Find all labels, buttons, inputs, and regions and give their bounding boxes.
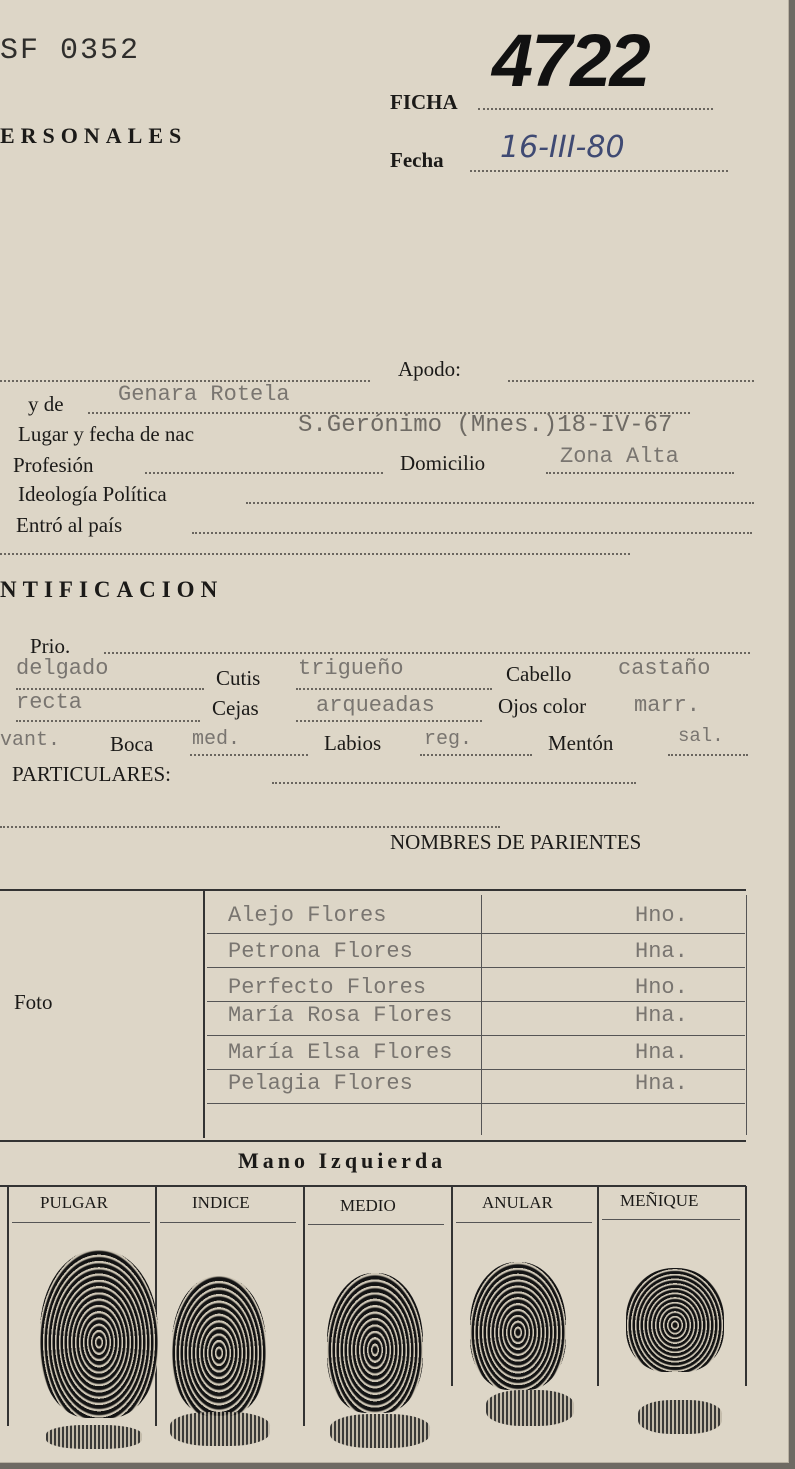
fingerprint-medio-rolled [330, 1414, 430, 1448]
relative-name-2: Petrona Flores [228, 939, 413, 964]
serial-number: SF 0352 [0, 34, 141, 68]
finger-label-pulgar: PULGAR [40, 1193, 109, 1212]
relative-rel-3: Hno. [635, 975, 688, 1000]
fingerprint-indice [172, 1276, 266, 1416]
cabello-value: castaño [618, 656, 711, 681]
relative-name-3: Perfecto Flores [228, 975, 427, 1000]
entro-label: Entró al país [16, 513, 123, 537]
prio-label: Prio. [30, 634, 71, 658]
finger-label-anular: ANULAR [482, 1193, 553, 1212]
relative-name-5: María Elsa Flores [228, 1040, 453, 1065]
boca-label: Boca [110, 732, 154, 756]
relative-name-1: Alejo Flores [228, 903, 387, 928]
relative-rel-2: Hna. [635, 939, 688, 964]
relative-name-4: María Rosa Flores [228, 1003, 453, 1028]
mother-value: Genara Rotela [118, 382, 290, 407]
fecha-value: 16-III-80 [500, 130, 625, 165]
menton-label: Mentón [548, 731, 614, 755]
section-personales-title: ERSONALES [0, 123, 188, 148]
labios-label: Labios [324, 731, 382, 755]
nose-value: recta [16, 690, 83, 715]
finger-label-medio: MEDIO [340, 1196, 396, 1215]
cejas-label: Cejas [212, 696, 259, 720]
birth-value: S.Gerónimo (Mnes.)18-IV-67 [298, 412, 673, 439]
parientes-title: NOMBRES DE PARIENTES [390, 830, 642, 854]
labios-value: reg. [424, 728, 473, 751]
finger-label-indice: INDICE [192, 1193, 250, 1212]
fingerprint-menique-rolled [638, 1400, 722, 1434]
relative-rel-4: Hna. [635, 1003, 688, 1028]
fecha-label: Fecha [390, 148, 444, 172]
fingerprint-indice-rolled [170, 1412, 270, 1446]
ojos-value: marr. [634, 693, 701, 718]
ears-value: vant. [0, 729, 61, 752]
particulares-label: PARTICULARES: [12, 762, 171, 786]
ficha-number: 4722 [492, 19, 649, 102]
cejas-value: arqueadas [316, 693, 435, 718]
apodo-label: Apodo: [398, 357, 461, 381]
constitution-value: delgado [16, 656, 109, 681]
boca-value: med. [192, 728, 241, 751]
profesion-label: Profesión [13, 453, 94, 477]
fingerprint-anular [470, 1262, 566, 1390]
relative-rel-5: Hna. [635, 1040, 688, 1065]
relative-name-6: Pelagia Flores [228, 1071, 413, 1096]
section-identificacion-title: NTIFICACION [0, 577, 224, 602]
mother-prefix: y de [28, 392, 64, 416]
birth-label: Lugar y fecha de nac [18, 422, 195, 446]
relative-rel-6: Hna. [635, 1071, 688, 1096]
cabello-label: Cabello [506, 662, 572, 686]
fingerprint-pulgar [40, 1250, 158, 1418]
menton-value: sal. [678, 725, 724, 747]
relative-rel-1: Hno. [635, 903, 688, 928]
fingerprint-medio [327, 1273, 423, 1413]
foto-label: Foto [14, 990, 53, 1014]
fingerprint-pulgar-rolled [46, 1425, 142, 1449]
fingerprint-anular-rolled [486, 1390, 574, 1426]
finger-label-menique: MEÑIQUE [620, 1191, 699, 1210]
cutis-label: Cutis [216, 666, 261, 690]
cutis-value: trigueño [298, 656, 404, 681]
ideologia-label: Ideología Política [18, 482, 167, 506]
fingerprint-menique [626, 1268, 724, 1372]
fingerprints-title: Mano Izquierda [238, 1148, 447, 1173]
ojos-label: Ojos color [498, 694, 587, 718]
domicilio-value: Zona Alta [560, 444, 679, 469]
ficha-label: FICHA [390, 90, 458, 114]
domicilio-label: Domicilio [400, 451, 486, 475]
